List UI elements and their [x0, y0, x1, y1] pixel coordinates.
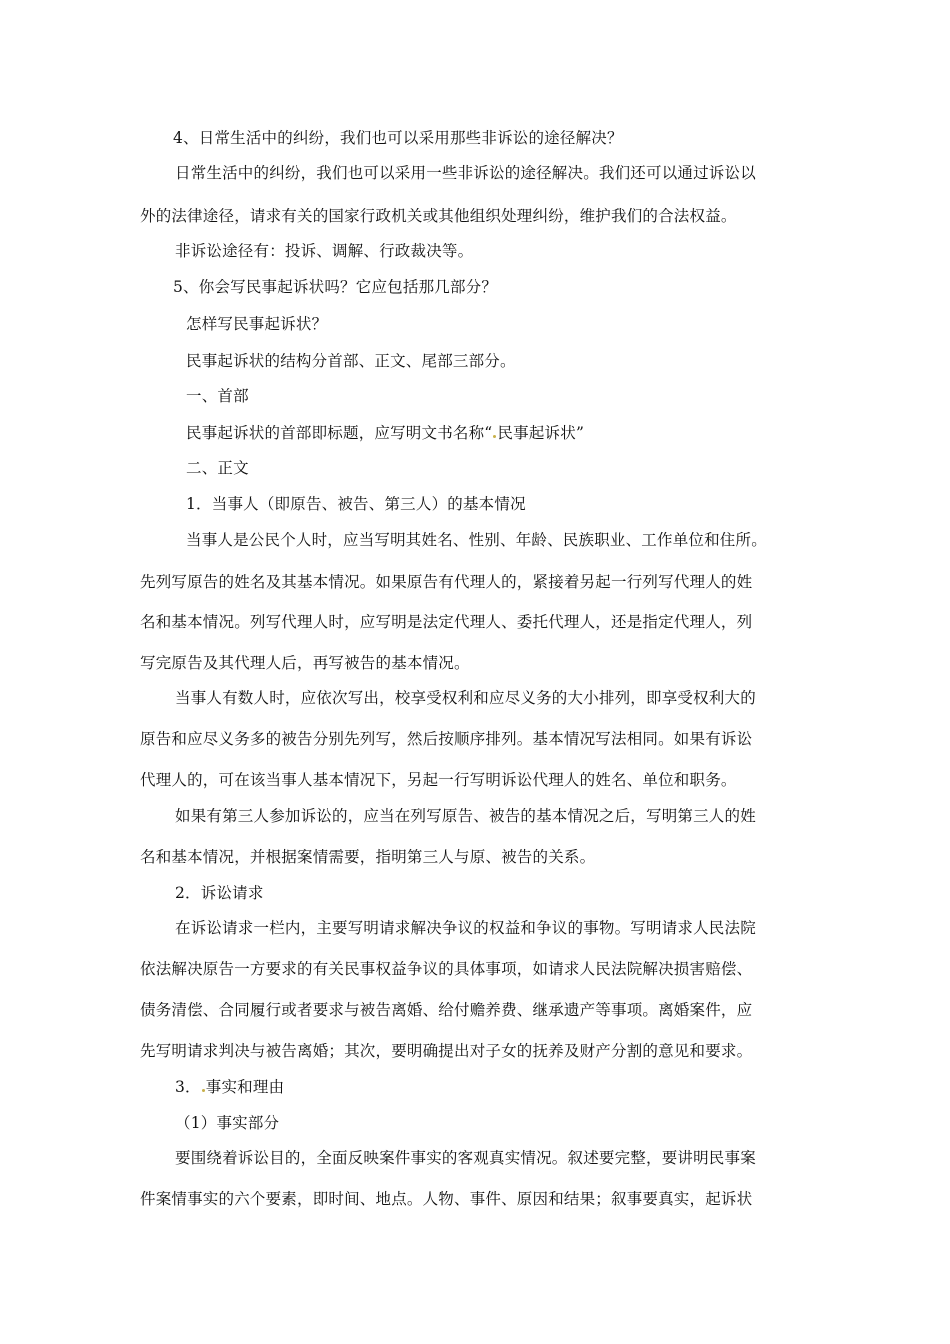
- paragraph-line: 先写明请求判决与被告离婚；其次，要明确提出对子女的抚养及财产分割的意见和要求。: [140, 1042, 753, 1060]
- paragraph-line: 件案情事实的六个要素，即时间、地点。人物、事件、原因和结果；叙事要真实，起诉状: [140, 1190, 753, 1208]
- paragraph-line: 非诉讼途径有：投诉、调解、行政裁决等。: [175, 242, 474, 260]
- item-heading-3: [175, 1077, 284, 1097]
- section-heading-body: 二、正文: [186, 459, 249, 477]
- paragraph-line: [186, 423, 584, 443]
- text-segment: 3．: [175, 1078, 201, 1096]
- paragraph-line: 在诉讼请求一栏内，主要写明请求解决争议的权益和争议的事物。写明请求人民法院: [175, 919, 756, 937]
- paragraph-line: 写完原告及其代理人后，再写被告的基本情况。: [140, 654, 470, 672]
- question-4: 4、日常生活中的纠纷，我们也可以采用那些非诉讼的途径解决？: [173, 129, 623, 147]
- section-heading-header: 一、首部: [186, 387, 249, 405]
- paragraph-line: 先列写原告的姓名及其基本情况。如果原告有代理人的，紧接着另起一行列写代理人的姓: [140, 573, 753, 591]
- paragraph-line: 原告和应尽义务多的被告分别先列写，然后按顺序排列。基本情况写法相同。如果有诉讼: [140, 730, 753, 748]
- subheading: 怎样写民事起诉状？: [186, 315, 328, 333]
- paragraph-line: 民事起诉状的结构分首部、正文、尾部三部分。: [186, 352, 516, 370]
- decorative-dot: [493, 435, 496, 438]
- item-heading-1: 1．当事人（即原告、被告、第三人）的基本情况: [186, 495, 526, 513]
- paragraph-line: 依法解决原告一方要求的有关民事权益争议的具体事项，如请求人民法院解决损害赔偿、: [140, 960, 753, 978]
- paragraph-line: 外的法律途径，请求有关的国家行政机关或其他组织处理纠纷，维护我们的合法权益。: [140, 207, 737, 225]
- paragraph-line: 当事人有数人时，应依次写出，校享受权利和应尽义务的大小排列，即享受权利大的: [175, 689, 756, 707]
- paragraph-line: 要围绕着诉讼目的，全面反映案件事实的客观真实情况。叙述要完整，要讲明民事案: [175, 1149, 756, 1167]
- paragraph-line: 名和基本情况。列写代理人时，应写明是法定代理人、委托代理人，还是指定代理人，列: [140, 613, 753, 631]
- text-segment: 民事起诉状的首部即标题，应写明文书名称“: [186, 424, 493, 442]
- text-segment: 民事起诉状”: [497, 424, 585, 442]
- paragraph-line: 如果有第三人参加诉讼的，应当在列写原告、被告的基本情况之后，写明第三人的姓: [175, 807, 756, 825]
- paragraph-line: 日常生活中的纠纷，我们也可以采用一些非诉讼的途径解决。我们还可以通过诉讼以: [175, 164, 756, 182]
- paragraph-line: 代理人的，可在该当事人基本情况下，另起一行写明诉讼代理人的姓名、单位和职务。: [140, 771, 737, 789]
- paragraph-line: 当事人是公民个人时，应当写明其姓名、性别、年龄、民族职业、工作单位和住所。: [186, 531, 767, 549]
- paragraph-line: 债务清偿、合同履行或者要求与被告离婚、给付赡养费、继承遗产等事项。离婚案件，应: [140, 1001, 753, 1019]
- paragraph-line: 名和基本情况，并根据案情需要，指明第三人与原、被告的关系。: [140, 848, 596, 866]
- question-5: 5、你会写民事起诉状吗？它应包括那几部分？: [173, 278, 498, 296]
- sub-item-heading: （1）事实部分: [175, 1114, 280, 1132]
- decorative-dot: [202, 1089, 205, 1092]
- text-segment: 事实和理由: [205, 1078, 285, 1096]
- item-heading-2: 2．诉讼请求: [175, 884, 264, 902]
